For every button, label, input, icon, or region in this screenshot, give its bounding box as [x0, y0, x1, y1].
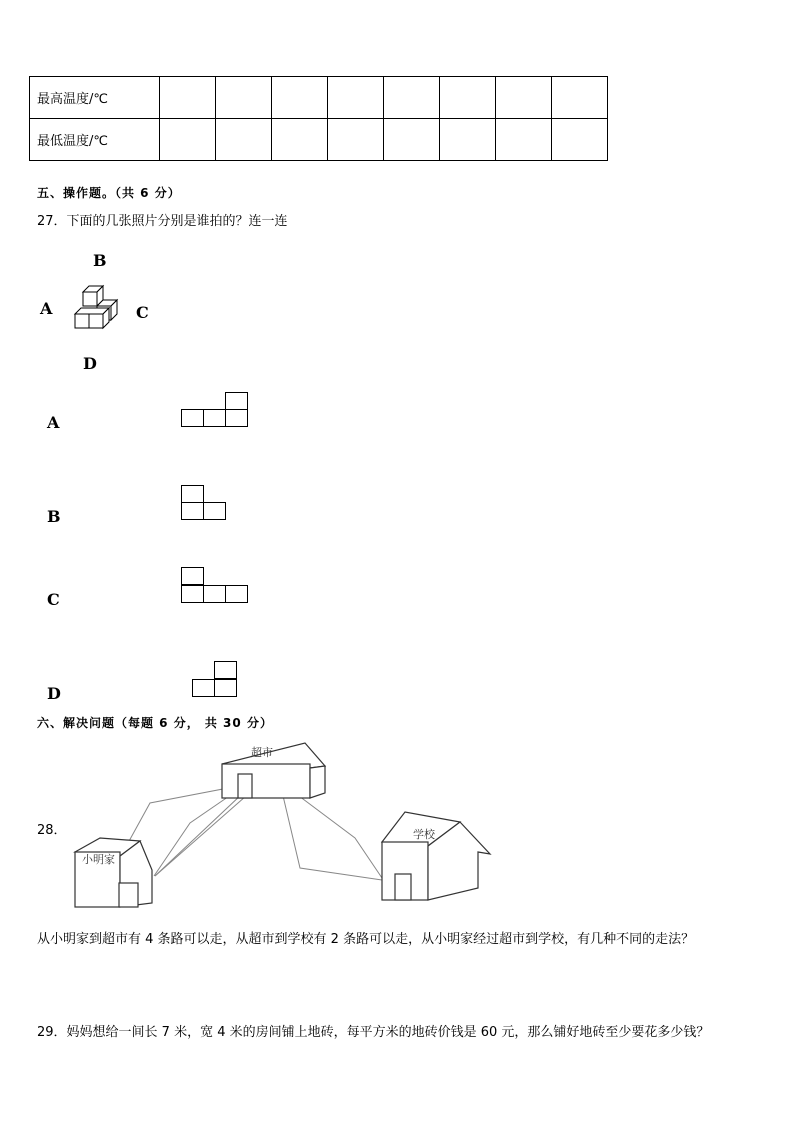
supermarket-house [222, 743, 325, 798]
row-header-max-temp: 最高温度/℃ [30, 77, 160, 119]
route-illustration [70, 738, 500, 913]
table-cell [328, 119, 384, 161]
section-6-title: 六、解决问题（每题 6 分， 共 30 分） [37, 716, 273, 730]
grid-square [181, 485, 204, 503]
grid-square [203, 502, 226, 520]
table-cell [552, 119, 608, 161]
cube-label-right: C [136, 303, 149, 322]
question-29-text: 29．妈妈想给一间长 7 米，宽 4 米的房间铺上地砖，每平方米的地砖价钱是 60 元，那么铺好地砖至少要花多少钱？ [37, 1025, 710, 1040]
row-header-min-temp: 最低温度/℃ [30, 119, 160, 161]
grid-square [181, 409, 204, 427]
question-28-number: 28． [37, 823, 67, 838]
view-label-c: C [47, 590, 60, 609]
question-27: 27．下面的几张照片分别是谁拍的？连一连 [37, 214, 288, 229]
table-cell [160, 77, 216, 119]
home-house [75, 838, 152, 907]
table-row [30, 77, 608, 119]
table-cell [216, 119, 272, 161]
grid-square [214, 679, 237, 697]
grid-square [225, 585, 248, 603]
grid-square [181, 567, 204, 585]
table-cell [216, 77, 272, 119]
school-house [382, 812, 490, 900]
table-row [30, 119, 608, 161]
cube-label-top: B [93, 251, 107, 270]
view-label-b: B [47, 507, 61, 526]
cube-label-bottom: D [83, 354, 97, 373]
view-label-a: A [47, 413, 60, 432]
cube-label-left: A [40, 299, 53, 318]
table-cell [272, 77, 328, 119]
table-cell [440, 77, 496, 119]
table-cell [552, 77, 608, 119]
grid-square [225, 392, 248, 410]
grid-square [203, 409, 226, 427]
grid-square [214, 661, 237, 679]
supermarket-label: 超市 [251, 746, 273, 759]
table-cell [496, 119, 552, 161]
grid-square [225, 409, 248, 427]
school-label: 学校 [413, 828, 435, 841]
table-cell [160, 119, 216, 161]
section-5-title: 五、操作题。（共 6 分） [37, 186, 181, 200]
grid-square [181, 502, 204, 520]
table-cell [440, 119, 496, 161]
home-label: 小明家 [82, 853, 115, 866]
question-28-text: 从小明家到超市有 4 条路可以走，从超市到学校有 2 条路可以走，从小明家经过超市到学校，有几种不同的走法？ [37, 932, 695, 947]
view-label-d: D [47, 684, 61, 703]
table-cell [328, 77, 384, 119]
temperature-table [29, 76, 608, 161]
table-cell [384, 77, 440, 119]
grid-square [192, 679, 215, 697]
table-cell [272, 119, 328, 161]
table-cell [384, 119, 440, 161]
table-cell [496, 77, 552, 119]
grid-square [203, 585, 226, 603]
cube-stack-figure [70, 283, 122, 337]
grid-square [181, 585, 204, 603]
